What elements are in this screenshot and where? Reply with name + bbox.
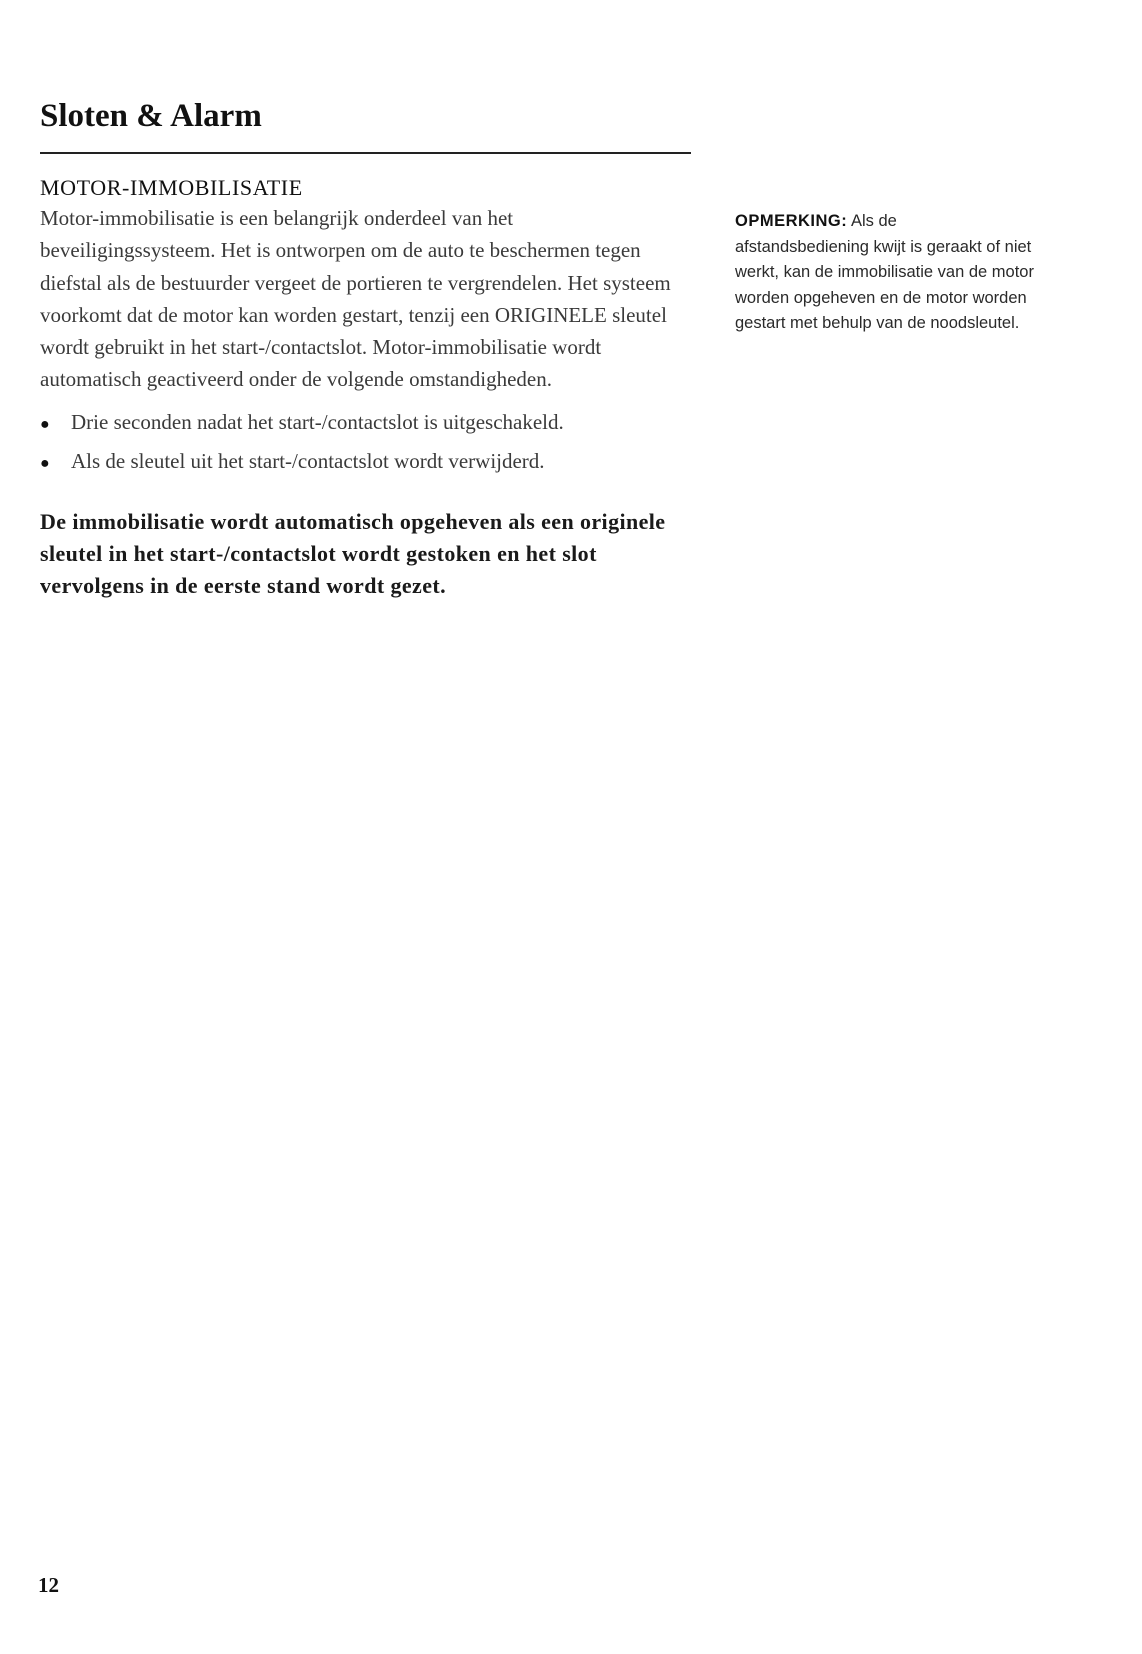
list-item-text: Drie seconden nadat het start-/contactslot is uitgeschakeld.: [71, 409, 564, 434]
side-note: [735, 209, 1035, 337]
title-divider: [40, 152, 691, 154]
note-label: OPMERKING:: [735, 212, 848, 230]
main-column: [40, 174, 700, 603]
bold-paragraph: De immobilisatie wordt automatisch opgeheven als een originele sleutel in het start-/contactslot wordt gestoken en het slot vervolgens in de eerste stand wordt gezet.: [40, 508, 666, 599]
bullet-list: [40, 404, 700, 482]
intro-paragraph: Motor-immobilisatie is een belangrijk onderdeel van het beveiligingssysteem. Het is ontworpen om de auto te beschermen tegen diefstal als de bestuurder vergeet de portieren te vergrendelen. Het systeem voorkomt dat de motor kan worden gestart, tenzij een ORIGINELE sleutel wordt gebruikt in het start-/contactslot. Motor-immobilisatie wordt automatisch geactiveerd onder de volgende omstandigheden.: [40, 206, 671, 392]
bullet-icon: ●: [40, 415, 50, 433]
list-item: [40, 404, 700, 443]
list-item-text: Als de sleutel uit het start-/contactslot wordt verwijderd.: [71, 448, 545, 473]
page-title: Sloten & Alarm: [40, 98, 262, 134]
list-item: [40, 443, 700, 482]
page-number: 12: [38, 1573, 59, 1597]
bullet-icon: ●: [40, 454, 50, 472]
section-heading: MOTOR-IMMOBILISATIE: [40, 175, 303, 200]
note-text: Als de afstandsbediening kwijt is geraakt of niet werkt, kan de immobilisatie van de motor worden opgeheven en de motor worden gestart met behulp van de noodsleutel.: [735, 212, 1034, 333]
